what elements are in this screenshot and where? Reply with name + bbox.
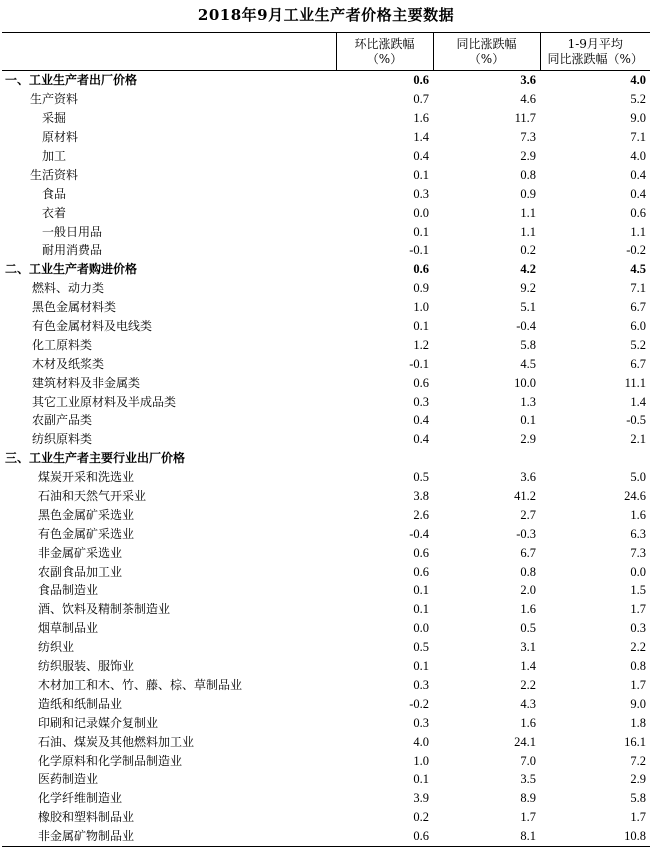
month-on-month-value: 0.6 [336,827,433,846]
ytd-average-value: -0.2 [626,243,646,258]
header-category [2,33,336,71]
table-row [2,638,650,657]
ytd-average-value: 11.1 [624,375,646,390]
table-row [2,505,650,524]
row-label: 酒、饮料及精制茶制造业 [38,602,171,617]
row-label: 化学原料和化学制品制造业 [38,753,183,768]
year-on-year-value: 8.9 [520,791,536,806]
month-on-month-value: 0.6 [413,564,429,579]
table-row [2,619,650,638]
month-on-month-value: 0.5 [413,640,429,655]
month-on-month-value: 0.1 [413,602,429,617]
header-line-2: （%） [468,51,505,66]
year-on-year-value: 1.1 [520,224,536,239]
header-ytd-average [540,33,650,71]
row-label: 一般日用品 [42,224,103,239]
row-label: 燃料、动力类 [32,281,105,296]
table-row [2,543,650,562]
row-label: 非金属矿物制品业 [2,827,336,846]
ytd-average-value: 10.8 [540,827,650,846]
year-on-year-value: 24.1 [514,734,536,749]
year-on-year-value: 4.6 [520,92,536,107]
table-header-row [2,33,650,71]
year-on-year-value: 6.7 [520,545,536,560]
year-on-year-value: 8.1 [433,827,540,846]
month-on-month-value: 0.1 [413,583,429,598]
ytd-average-value: 24.6 [624,489,646,504]
row-label: 生活资料 [30,167,79,182]
price-data-table [2,32,650,847]
header-line-2: （%） [366,51,403,66]
year-on-year-value: -0.4 [516,319,536,334]
table-row [2,657,650,676]
row-label: 石油、煤炭及其他燃料加工业 [38,734,195,749]
year-on-year-value: 9.2 [520,281,536,296]
year-on-year-value: 2.9 [520,432,536,447]
table-row [2,581,650,600]
month-on-month-value: 0.5 [413,470,429,485]
month-on-month-value: 1.4 [413,130,429,145]
year-on-year-value: 11.7 [514,111,536,126]
ytd-average-value: 0.4 [630,186,646,201]
table-row [2,260,650,279]
year-on-year-value: 7.0 [520,753,536,768]
year-on-year-value: 4.5 [520,356,536,371]
year-on-year-value [433,449,540,468]
row-label: 木材及纸浆类 [32,356,105,371]
ytd-average-value: 7.3 [630,545,646,560]
row-label: 衣着 [42,205,67,220]
year-on-year-value: 1.7 [520,810,536,825]
year-on-year-value: 1.1 [520,205,536,220]
month-on-month-value: 0.4 [413,413,429,428]
table-row [2,90,650,109]
month-on-month-value: 1.6 [413,111,429,126]
ytd-average-value: 0.4 [630,167,646,182]
header-line-1: 同比涨跌幅 [456,36,517,51]
table-row [2,335,650,354]
row-label: 印刷和记录媒介复制业 [38,715,159,730]
year-on-year-value: 5.1 [520,300,536,315]
year-on-year-value: 1.4 [520,659,536,674]
year-on-year-value: -0.3 [516,526,536,541]
ytd-average-value: 5.2 [630,337,646,352]
ytd-average-value: 1.8 [630,715,646,730]
row-label: 建筑材料及非金属类 [32,375,141,390]
month-on-month-value: 0.2 [413,810,429,825]
year-on-year-value: 2.0 [520,583,536,598]
month-on-month-value: 0.1 [413,224,429,239]
ytd-average-value: 0.3 [630,621,646,636]
table-row [2,128,650,147]
row-label: 纺织业 [38,640,75,655]
month-on-month-value: 1.0 [413,300,429,315]
ytd-average-value: 5.0 [630,470,646,485]
header-year-on-year [433,33,540,71]
month-on-month-value: 1.2 [413,337,429,352]
year-on-year-value: 0.1 [520,413,536,428]
table-row [2,354,650,373]
table-row [2,203,650,222]
year-on-year-value: 1.6 [520,715,536,730]
ytd-average-value: 6.3 [630,526,646,541]
table-row [2,808,650,827]
ytd-average-value: 6.0 [630,319,646,334]
table-row [2,241,650,260]
row-label: 非金属矿采选业 [38,545,123,560]
year-on-year-value: 4.2 [520,262,536,277]
month-on-month-value: 0.9 [413,281,429,296]
row-label: 农副食品加工业 [38,564,123,579]
year-on-year-value: 0.8 [520,167,536,182]
row-label: 其它工业原材料及半成品类 [32,394,177,409]
row-label: 煤炭开采和洗选业 [38,470,135,485]
row-label: 食品制造业 [38,583,99,598]
year-on-year-value: 1.6 [520,602,536,617]
table-row [2,789,650,808]
month-on-month-value: 0.3 [413,677,429,692]
row-label: 二、工业生产者购进价格 [5,262,138,277]
table-row [2,147,650,166]
month-on-month-value: 0.1 [413,167,429,182]
ytd-average-value: 6.7 [630,300,646,315]
header-month-on-month [336,33,433,71]
table-row [2,449,650,468]
month-on-month-value: 0.3 [413,186,429,201]
year-on-year-value: 0.9 [520,186,536,201]
year-on-year-value: 3.6 [520,73,536,88]
row-label: 生产资料 [30,92,79,107]
year-on-year-value: 41.2 [514,489,536,504]
month-on-month-value: 0.6 [413,375,429,390]
row-label: 黑色金属矿采选业 [38,507,135,522]
ytd-average-value: 1.5 [630,583,646,598]
row-label: 黑色金属材料类 [32,300,117,315]
year-on-year-value: 5.8 [520,337,536,352]
month-on-month-value [336,449,433,468]
row-label: 有色金属矿采选业 [38,526,135,541]
table-row [2,827,650,846]
table-row [2,184,650,203]
ytd-average-value: 7.2 [630,753,646,768]
year-on-year-value: 0.2 [520,243,536,258]
month-on-month-value: 4.0 [413,734,429,749]
ytd-average-value: 4.0 [630,149,646,163]
month-on-month-value: 1.0 [413,753,429,768]
month-on-month-value: -0.2 [409,696,429,711]
ytd-average-value: 2.2 [630,640,646,655]
ytd-average-value: 5.2 [630,92,646,107]
month-on-month-value: -0.4 [409,526,429,541]
month-on-month-value: 0.6 [413,73,429,88]
row-label: 三、工业生产者主要行业出厂价格 [5,451,186,466]
month-on-month-value: 0.1 [413,772,429,787]
ytd-average-value: 7.1 [630,281,646,296]
ytd-average-value: 0.8 [630,659,646,674]
row-label: 化学纤维制造业 [38,791,123,806]
year-on-year-value: 0.8 [520,564,536,579]
ytd-average-value: 4.5 [630,262,646,277]
table-row [2,165,650,184]
table-row [2,487,650,506]
table-row [2,676,650,695]
row-label: 橡胶和塑料制品业 [38,810,135,825]
month-on-month-value: 3.9 [413,791,429,806]
month-on-month-value: 0.0 [413,205,429,220]
ytd-average-value: 0.6 [630,205,646,220]
ytd-average-value: 4.0 [630,73,646,88]
ytd-average-value: 2.1 [630,432,646,447]
row-label: 农副产品类 [32,413,93,428]
table-row [2,109,650,128]
table-row [2,562,650,581]
month-on-month-value: 0.0 [413,621,429,636]
month-on-month-value: 0.6 [413,262,429,277]
month-on-month-value: 0.1 [413,659,429,674]
ytd-average-value: 9.0 [630,696,646,711]
row-label: 采掘 [42,111,67,126]
row-label: 纺织服装、服饰业 [38,659,135,674]
month-on-month-value: 0.3 [413,394,429,409]
row-label: 加工 [42,149,67,163]
ytd-average-value: 0.0 [630,564,646,579]
table-row [2,392,650,411]
ytd-average-value: 9.0 [630,111,646,126]
month-on-month-value: -0.1 [409,243,429,258]
table-row [2,373,650,392]
table-row [2,694,650,713]
row-label: 化工原料类 [32,337,93,352]
table-row [2,524,650,543]
month-on-month-value: 0.1 [413,319,429,334]
ytd-average-value: -0.5 [626,413,646,428]
header-line-2: 同比涨跌幅（%） [547,51,643,66]
table-row [2,770,650,789]
ytd-average-value: 1.6 [630,507,646,522]
month-on-month-value: 0.6 [413,545,429,560]
ytd-average-value: 2.9 [630,772,646,787]
ytd-average-value: 1.4 [630,394,646,409]
ytd-average-value: 1.7 [630,677,646,692]
month-on-month-value: 0.4 [413,149,429,163]
row-label: 木材加工和木、竹、藤、棕、草制品业 [38,677,243,692]
month-on-month-value: -0.1 [409,356,429,371]
year-on-year-value: 0.5 [520,621,536,636]
year-on-year-value: 7.3 [520,130,536,145]
table-row [2,600,650,619]
ytd-average-value: 5.8 [630,791,646,806]
ytd-average-value: 7.1 [630,130,646,145]
month-on-month-value: 3.8 [413,489,429,504]
ytd-average-value: 1.7 [630,602,646,617]
table-body [2,71,650,847]
row-label: 原材料 [42,130,79,145]
table-row [2,713,650,732]
month-on-month-value: 2.6 [413,507,429,522]
ytd-average-value: 1.1 [630,224,646,239]
year-on-year-value: 3.6 [520,470,536,485]
header-line-1: 环比涨跌幅 [354,36,415,51]
row-label: 耐用消费品 [42,243,103,258]
row-label: 石油和天然气开采业 [38,489,147,504]
table-row [2,71,650,90]
year-on-year-value: 3.1 [520,640,536,655]
row-label: 造纸和纸制品业 [38,696,123,711]
table-row [2,411,650,430]
ytd-average-value: 6.7 [630,356,646,371]
header-line-1: 1-9月平均 [567,36,623,51]
table-row [2,732,650,751]
page-title: 2018年9月工业生产者价格主要数据 [197,6,455,24]
table-row [2,279,650,298]
row-label: 纺织原料类 [32,432,93,447]
month-on-month-value: 0.7 [413,92,429,107]
year-on-year-value: 1.3 [520,394,536,409]
table-row [2,298,650,317]
month-on-month-value: 0.3 [413,715,429,730]
row-label: 烟草制品业 [38,621,99,636]
year-on-year-value: 2.7 [520,507,536,522]
row-label: 医药制造业 [38,772,99,787]
year-on-year-value: 10.0 [514,375,536,390]
month-on-month-value: 0.4 [413,432,429,447]
year-on-year-value: 2.2 [520,677,536,692]
ytd-average-value: 1.7 [630,810,646,825]
ytd-average-value [540,449,650,468]
year-on-year-value: 2.9 [520,149,536,163]
ytd-average-value: 16.1 [624,734,646,749]
row-label: 有色金属材料及电线类 [32,319,153,334]
table-row [2,222,650,241]
year-on-year-value: 3.5 [520,772,536,787]
row-label: 一、工业生产者出厂价格 [5,73,138,88]
row-label: 食品 [42,186,67,201]
table-row [2,751,650,770]
table-row [2,430,650,449]
table-row [2,317,650,336]
year-on-year-value: 4.3 [520,696,536,711]
table-row [2,468,650,487]
